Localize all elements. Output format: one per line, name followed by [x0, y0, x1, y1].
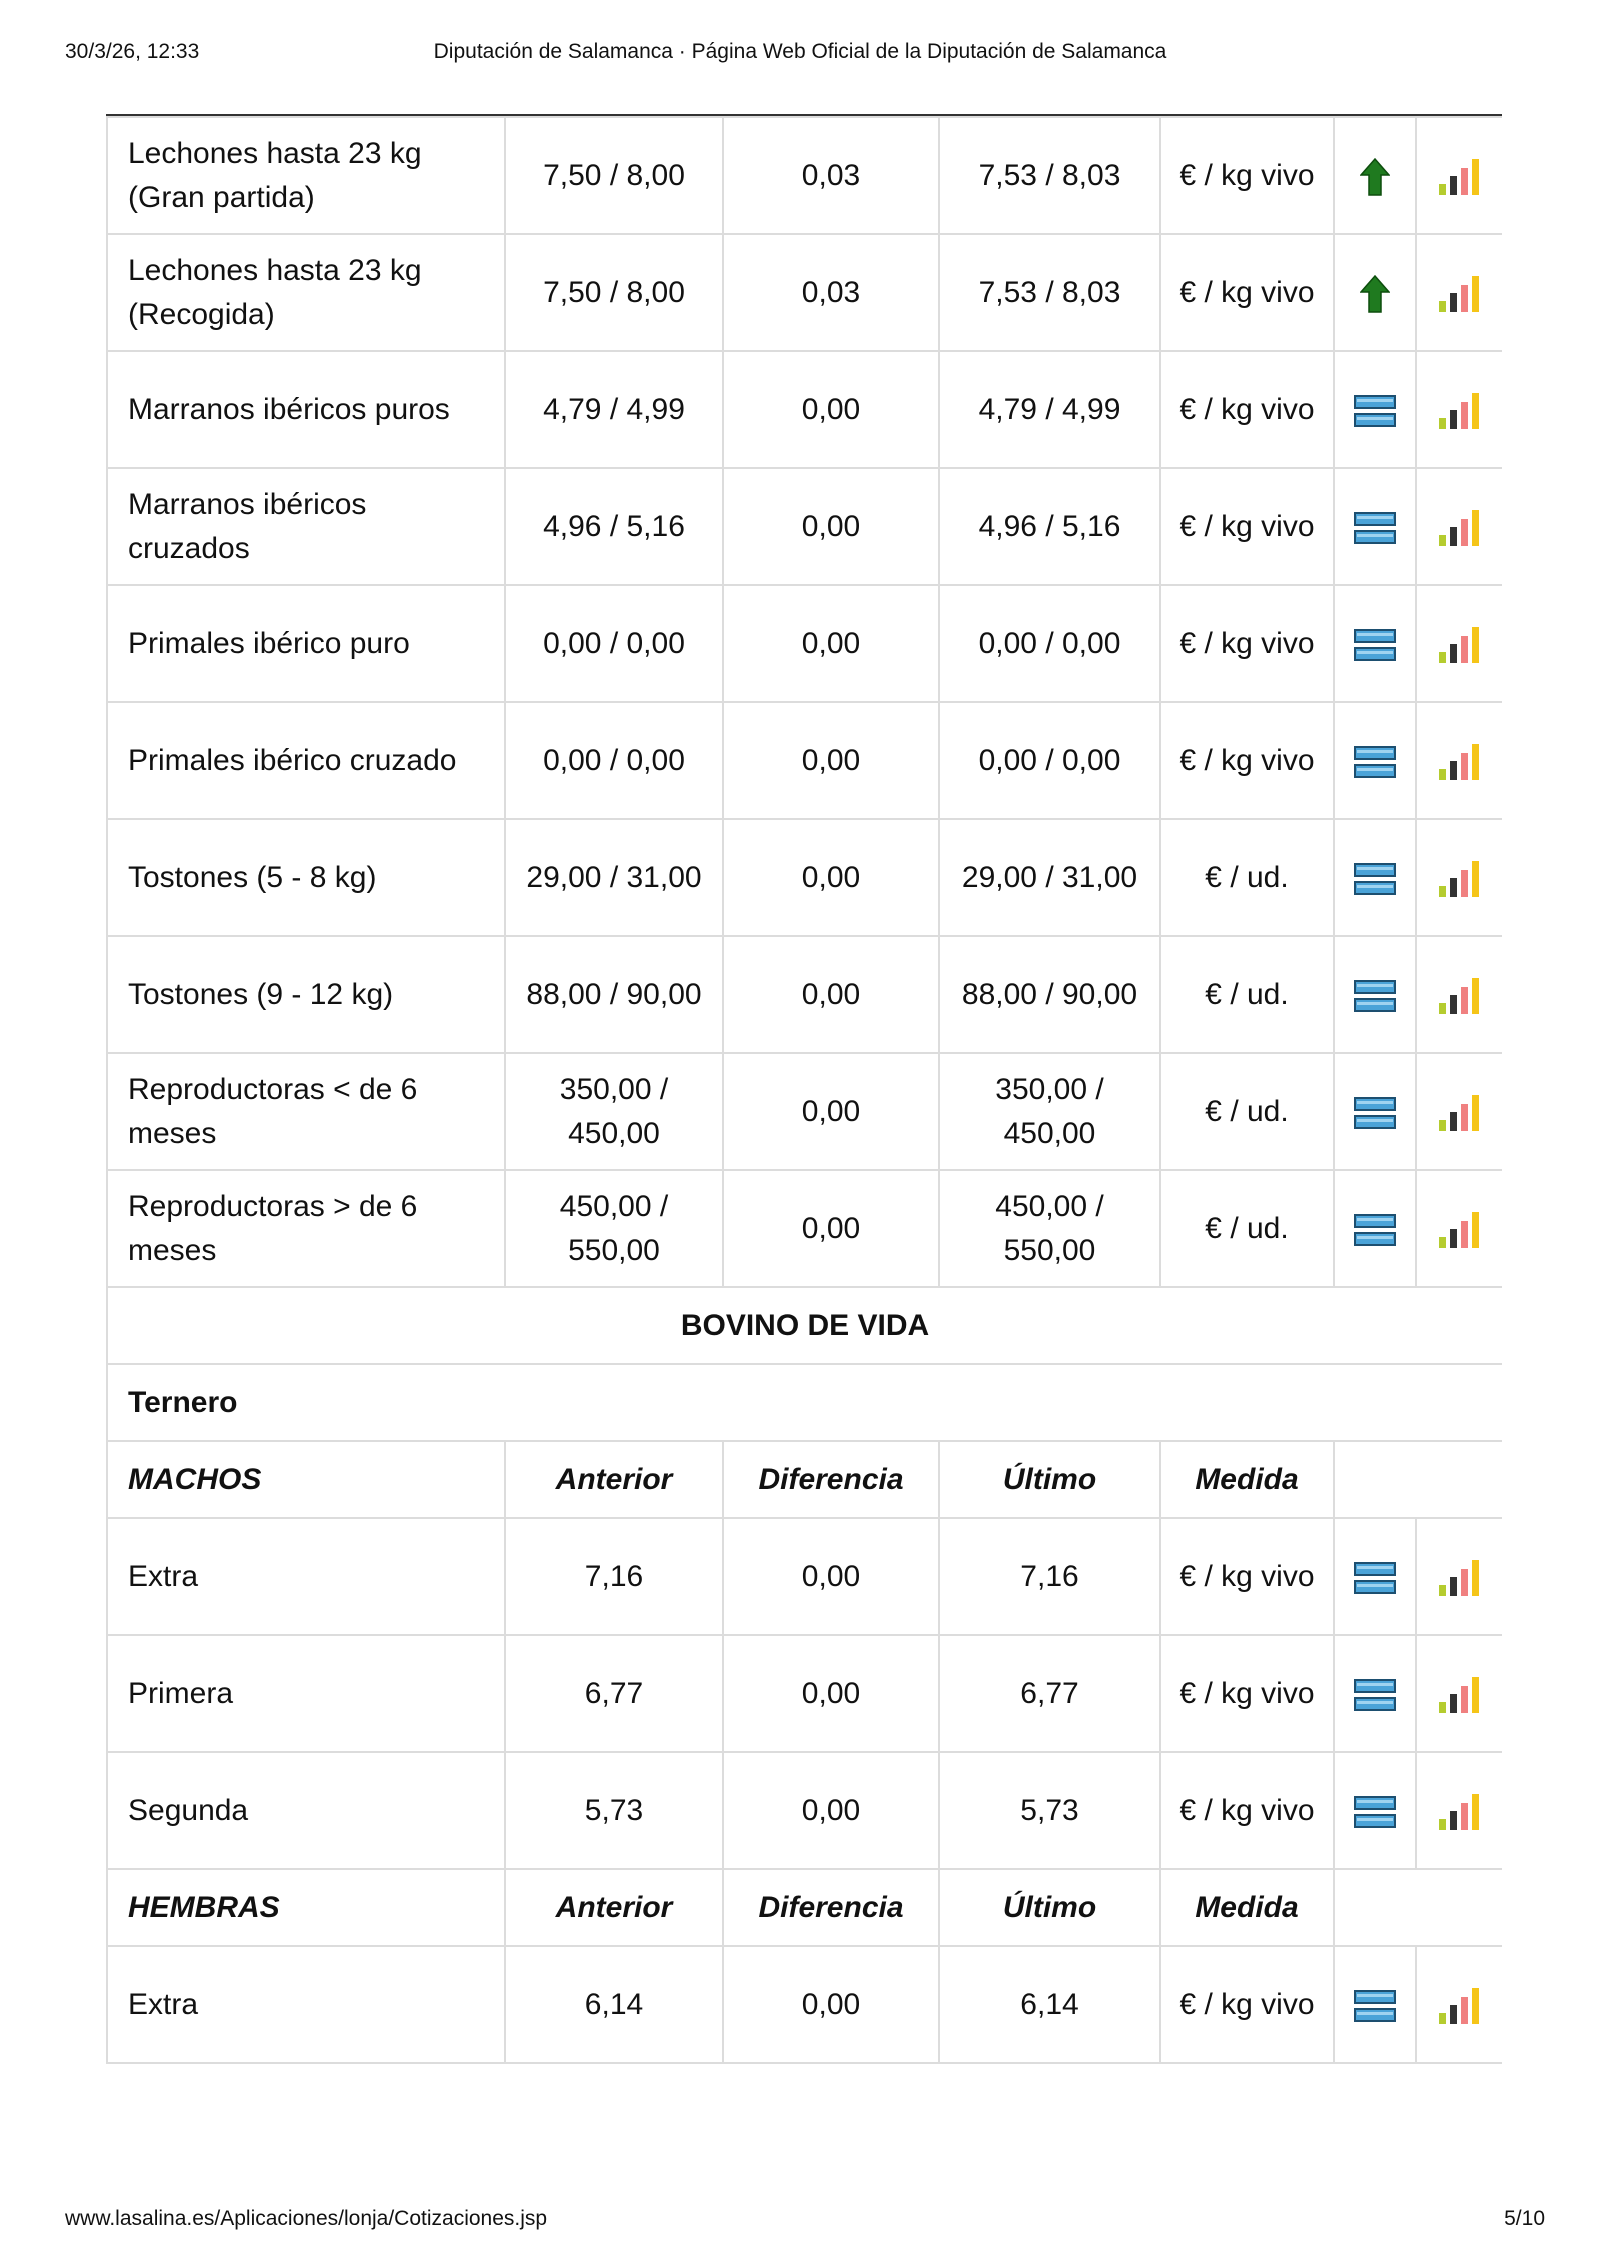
ultimo-value: 29,00 / 31,00 — [939, 819, 1160, 936]
ultimo-value: 0,00 / 0,00 — [939, 702, 1160, 819]
ultimo-value: 0,00 / 0,00 — [939, 585, 1160, 702]
diferencia-value: 0,00 — [723, 819, 939, 936]
diferencia-value: 0,00 — [723, 585, 939, 702]
product-name: Primales ibérico puro — [107, 585, 505, 702]
medida-value: € / kg vivo — [1160, 1946, 1334, 2063]
anterior-value: 6,77 — [505, 1635, 723, 1752]
product-name: Primales ibérico cruzado — [107, 702, 505, 819]
diferencia-value: 0,03 — [723, 234, 939, 351]
col-ultimo: Último — [939, 1869, 1160, 1946]
table-row — [107, 702, 1502, 819]
medida-value: € / kg vivo — [1160, 468, 1334, 585]
col-medida: Medida — [1160, 1441, 1334, 1518]
medida-value: € / ud. — [1160, 1053, 1334, 1170]
product-name: Reproductoras < de 6 meses — [107, 1053, 505, 1170]
trend-equal-icon — [1334, 585, 1416, 702]
bar-chart-icon[interactable] — [1416, 1053, 1502, 1170]
anterior-value: 6,14 — [505, 1946, 723, 2063]
table-row — [107, 1053, 1502, 1170]
section-title: BOVINO DE VIDA — [107, 1287, 1502, 1364]
subsection-title: Ternero — [107, 1364, 1502, 1441]
table-row — [107, 585, 1502, 702]
ultimo-value: 4,96 / 5,16 — [939, 468, 1160, 585]
trend-up-icon — [1334, 117, 1416, 234]
anterior-value: 350,00 / 450,00 — [505, 1053, 723, 1170]
diferencia-value: 0,00 — [723, 1635, 939, 1752]
anterior-value: 4,79 / 4,99 — [505, 351, 723, 468]
medida-value: € / kg vivo — [1160, 234, 1334, 351]
trend-equal-icon — [1334, 1170, 1416, 1287]
ultimo-value: 7,16 — [939, 1518, 1160, 1635]
product-name: Lechones hasta 23 kg (Gran partida) — [107, 117, 505, 234]
product-name: Extra — [107, 1946, 505, 2063]
product-name: Reproductoras > de 6 meses — [107, 1170, 505, 1287]
col-empty — [1334, 1869, 1502, 1946]
table-row — [107, 1752, 1502, 1869]
diferencia-value: 0,00 — [723, 1170, 939, 1287]
trend-equal-icon — [1334, 351, 1416, 468]
medida-value: € / ud. — [1160, 1170, 1334, 1287]
product-name: Tostones (5 - 8 kg) — [107, 819, 505, 936]
bar-chart-icon[interactable] — [1416, 351, 1502, 468]
trend-equal-icon — [1334, 936, 1416, 1053]
diferencia-value: 0,00 — [723, 1946, 939, 2063]
product-name: Tostones (9 - 12 kg) — [107, 936, 505, 1053]
bar-chart-icon[interactable] — [1416, 1752, 1502, 1869]
anterior-value: 0,00 / 0,00 — [505, 585, 723, 702]
medida-value: € / kg vivo — [1160, 1635, 1334, 1752]
col-anterior: Anterior — [505, 1869, 723, 1946]
col-anterior: Anterior — [505, 1441, 723, 1518]
bar-chart-icon[interactable] — [1416, 819, 1502, 936]
anterior-value: 7,50 / 8,00 — [505, 234, 723, 351]
product-name: Primera — [107, 1635, 505, 1752]
bar-chart-icon[interactable] — [1416, 585, 1502, 702]
bar-chart-icon[interactable] — [1416, 1518, 1502, 1635]
diferencia-value: 0,00 — [723, 1752, 939, 1869]
table-row — [107, 936, 1502, 1053]
print-datetime: 30/3/26, 12:33 — [65, 40, 200, 63]
table-row — [107, 1635, 1502, 1752]
trend-equal-icon — [1334, 1752, 1416, 1869]
medida-value: € / ud. — [1160, 819, 1334, 936]
column-header-row — [107, 1441, 1502, 1518]
diferencia-value: 0,00 — [723, 468, 939, 585]
product-name: Marranos ibéricos cruzados — [107, 468, 505, 585]
trend-equal-icon — [1334, 819, 1416, 936]
col-ultimo: Último — [939, 1441, 1160, 1518]
product-name: Segunda — [107, 1752, 505, 1869]
table-row — [107, 1518, 1502, 1635]
table-row — [107, 117, 1502, 234]
product-name: Marranos ibéricos puros — [107, 351, 505, 468]
page-url: www.lasalina.es/Aplicaciones/lonja/Cotizaciones.jsp — [65, 2207, 548, 2230]
prices-table-container — [106, 114, 1502, 2124]
table-row — [107, 234, 1502, 351]
ultimo-value: 6,77 — [939, 1635, 1160, 1752]
medida-value: € / kg vivo — [1160, 585, 1334, 702]
table-row — [107, 351, 1502, 468]
table-row — [107, 819, 1502, 936]
anterior-value: 88,00 / 90,00 — [505, 936, 723, 1053]
medida-value: € / ud. — [1160, 936, 1334, 1053]
bar-chart-icon[interactable] — [1416, 468, 1502, 585]
page-title: Diputación de Salamanca · Página Web Oficial de la Diputación de Salamanca — [433, 40, 1167, 63]
table-row — [107, 468, 1502, 585]
ultimo-value: 350,00 / 450,00 — [939, 1053, 1160, 1170]
col-diferencia: Diferencia — [723, 1441, 939, 1518]
diferencia-value: 0,00 — [723, 351, 939, 468]
ultimo-value: 88,00 / 90,00 — [939, 936, 1160, 1053]
diferencia-value: 0,00 — [723, 1518, 939, 1635]
table-row — [107, 1170, 1502, 1287]
page-number: 5/10 — [1504, 2207, 1545, 2230]
bar-chart-icon[interactable] — [1416, 702, 1502, 819]
medida-value: € / kg vivo — [1160, 1752, 1334, 1869]
section-row — [107, 1287, 1502, 1364]
trend-equal-icon — [1334, 702, 1416, 819]
anterior-value: 4,96 / 5,16 — [505, 468, 723, 585]
trend-equal-icon — [1334, 1946, 1416, 2063]
table-row — [107, 1946, 1502, 2063]
diferencia-value: 0,00 — [723, 1053, 939, 1170]
col-diferencia: Diferencia — [723, 1869, 939, 1946]
trend-equal-icon — [1334, 1518, 1416, 1635]
anterior-value: 29,00 / 31,00 — [505, 819, 723, 936]
product-name: Lechones hasta 23 kg (Recogida) — [107, 234, 505, 351]
trend-equal-icon — [1334, 1053, 1416, 1170]
diferencia-value: 0,03 — [723, 117, 939, 234]
ultimo-value: 7,53 / 8,03 — [939, 234, 1160, 351]
subsection-row — [107, 1364, 1502, 1441]
bar-chart-icon[interactable] — [1416, 117, 1502, 234]
bar-chart-icon[interactable] — [1416, 1635, 1502, 1752]
diferencia-value: 0,00 — [723, 936, 939, 1053]
bar-chart-icon[interactable] — [1416, 1946, 1502, 2063]
bar-chart-icon[interactable] — [1416, 936, 1502, 1053]
medida-value: € / kg vivo — [1160, 1518, 1334, 1635]
col-empty — [1334, 1441, 1502, 1518]
bar-chart-icon[interactable] — [1416, 1170, 1502, 1287]
anterior-value: 7,50 / 8,00 — [505, 117, 723, 234]
ultimo-value: 5,73 — [939, 1752, 1160, 1869]
medida-value: € / kg vivo — [1160, 351, 1334, 468]
bar-chart-icon[interactable] — [1416, 234, 1502, 351]
machos-header: MACHOS — [107, 1441, 505, 1518]
ultimo-value: 6,14 — [939, 1946, 1160, 2063]
prices-table — [106, 116, 1502, 2064]
anterior-value: 0,00 / 0,00 — [505, 702, 723, 819]
column-header-row — [107, 1869, 1502, 1946]
anterior-value: 5,73 — [505, 1752, 723, 1869]
trend-equal-icon — [1334, 1635, 1416, 1752]
diferencia-value: 0,00 — [723, 702, 939, 819]
hembras-header: HEMBRAS — [107, 1869, 505, 1946]
medida-value: € / kg vivo — [1160, 702, 1334, 819]
anterior-value: 7,16 — [505, 1518, 723, 1635]
trend-equal-icon — [1334, 468, 1416, 585]
product-name: Extra — [107, 1518, 505, 1635]
ultimo-value: 450,00 / 550,00 — [939, 1170, 1160, 1287]
trend-up-icon — [1334, 234, 1416, 351]
ultimo-value: 4,79 / 4,99 — [939, 351, 1160, 468]
medida-value: € / kg vivo — [1160, 117, 1334, 234]
ultimo-value: 7,53 / 8,03 — [939, 117, 1160, 234]
anterior-value: 450,00 / 550,00 — [505, 1170, 723, 1287]
col-medida: Medida — [1160, 1869, 1334, 1946]
